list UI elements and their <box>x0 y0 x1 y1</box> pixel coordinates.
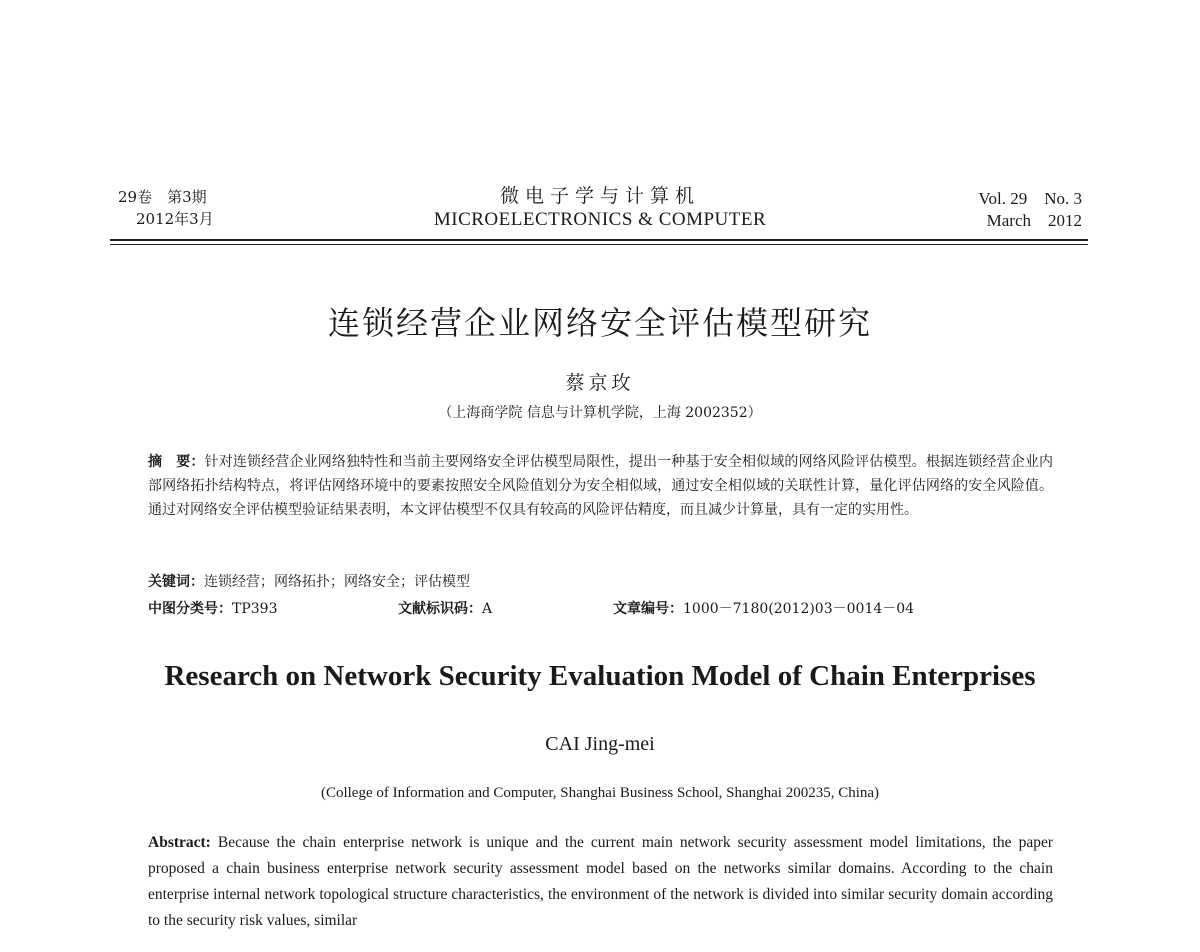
issue-number-cn: 29卷 第3期 <box>118 188 207 206</box>
doc-code-label: 文献标识码： <box>398 601 482 617</box>
article-number-value: 1000－7180(2012)03－0014－04 <box>683 601 915 617</box>
clc-label: 中图分类号： <box>148 601 232 617</box>
abstract-cn-text: 针对连锁经营企业网络独特性和当前主要网络安全评估模型局限性，提出一种基于安全相似域的网络风险评估模型。根据连锁经营企业内部网络拓扑结构特点，将评估网络环境中的要素按照安全风险值划分为安全相似域，通过安全相似域的关联性计算，量化评估网络的安全风险值。通过对网络安全评估模型验证结果表明，本文评估模型不仅具有较高的风险评估精度，而且减少计算量，具有一定的实用性。 <box>148 454 1054 518</box>
article-number <box>613 597 914 621</box>
keywords-cn-label: 关键词： <box>148 574 204 590</box>
author-cn: 蔡京玫 <box>565 372 635 394</box>
journal-name-en: MICROELECTRONICS & COMPUTER <box>433 209 767 230</box>
header-rule-thick <box>110 239 1088 241</box>
journal-name-cn: 微电子学与计算机 <box>499 185 700 207</box>
doc-code <box>398 597 492 621</box>
abstract-en-label: Abstract: <box>148 834 211 851</box>
issue-date-en: March 2012 <box>986 211 1082 230</box>
issue-info-cn <box>118 186 214 230</box>
affiliation-cn: （上海商学院 信息与计算机学院，上海 2002352） <box>438 405 762 421</box>
keywords-cn <box>148 570 1053 594</box>
doc-code-value: A <box>482 601 493 617</box>
abstract-en <box>148 830 1053 934</box>
volume-en: Vol. 29 No. 3 <box>978 189 1082 208</box>
clc-number <box>148 597 277 621</box>
issue-date-cn: 2012年3月 <box>136 210 214 228</box>
paper-title-cn: 连锁经营企业网络安全评估模型研究 <box>327 304 872 342</box>
abstract-en-text: Because the chain enterprise network is unique and the current main network security assessment model limitations, the paper proposed a chain business enterprise network security assessment model based on the networks similar domains. According to the chain enterprise internal network topological structure characteristics, the environment of the network is divided into similar security domain according to the security risk values, similar <box>148 834 1053 929</box>
article-number-label: 文章编号： <box>613 601 683 617</box>
abstract-cn-label: 摘 要： <box>148 454 205 470</box>
paper-title-en: Research on Network Security Evaluation Model of Chain Enterprises <box>164 660 1036 692</box>
header-rule-thin <box>110 244 1088 245</box>
affiliation-en: (College of Information and Computer, Shanghai Business School, Shanghai 200235, China) <box>320 785 880 801</box>
author-en: CAI Jing-mei <box>545 733 655 755</box>
keywords-cn-text: 连锁经营；网络拓扑；网络安全；评估模型 <box>204 574 470 590</box>
issue-info-en <box>978 188 1082 232</box>
journal-name <box>380 184 820 232</box>
abstract-cn <box>148 450 1053 522</box>
clc-value: TP393 <box>232 601 278 617</box>
